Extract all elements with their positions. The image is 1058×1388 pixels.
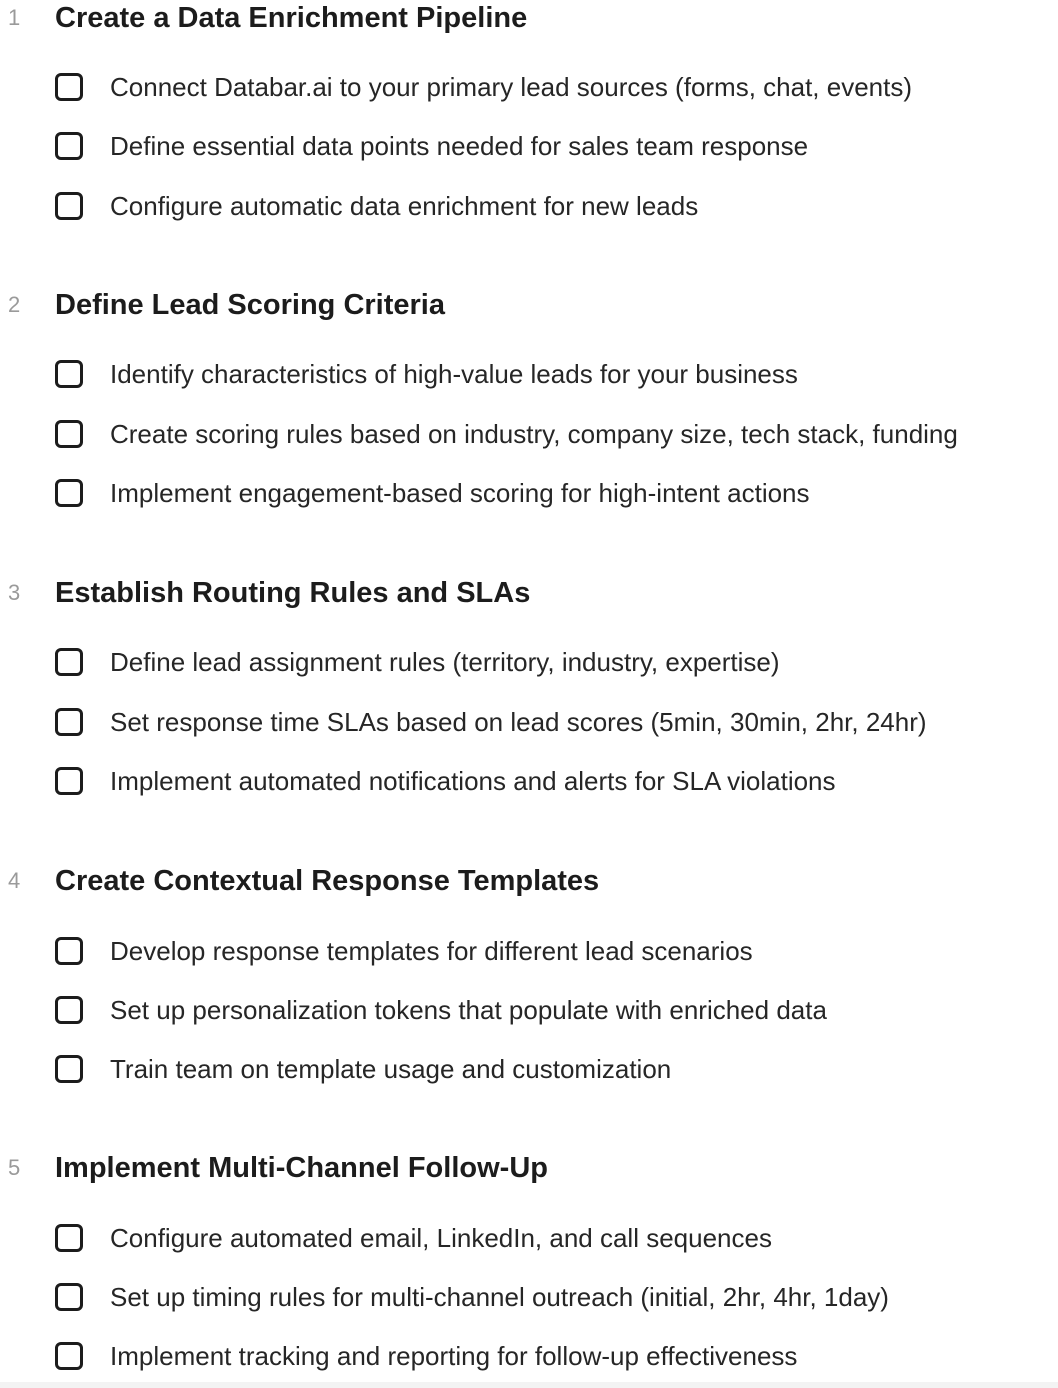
section-header <box>0 1150 1058 1186</box>
task-item[interactable] <box>55 1342 1055 1376</box>
task-item[interactable] <box>55 420 1055 454</box>
task-checkbox[interactable] <box>55 708 83 736</box>
task-item[interactable] <box>55 708 1055 742</box>
task-checkbox[interactable] <box>55 1224 83 1252</box>
task-label: Develop response templates for different lead scenarios <box>110 936 753 966</box>
section-header <box>0 0 1058 36</box>
section-header <box>0 287 1058 323</box>
task-label: Train team on template usage and customization <box>110 1054 672 1084</box>
section-number: 1 <box>8 5 21 30</box>
section-4 <box>0 863 1058 1084</box>
section-title: Create a Data Enrichment Pipeline <box>55 2 528 34</box>
section-header <box>0 575 1058 611</box>
task-checkbox[interactable] <box>55 648 83 676</box>
task-item[interactable] <box>55 132 1055 166</box>
task-checkbox[interactable] <box>55 192 83 220</box>
task-checkbox[interactable] <box>55 420 83 448</box>
section-2 <box>0 287 1058 508</box>
task-label: Connect Databar.ai to your primary lead sources (forms, chat, events) <box>110 72 913 102</box>
section-3 <box>0 575 1058 796</box>
task-label: Implement engagement-based scoring for high-intent actions <box>110 478 810 508</box>
task-item[interactable] <box>55 767 1055 801</box>
section-title: Implement Multi-Channel Follow-Up <box>55 1152 548 1184</box>
task-label: Set up personalization tokens that populate with enriched data <box>110 995 827 1025</box>
task-label: Define essential data points needed for sales team response <box>110 131 809 161</box>
task-item[interactable] <box>55 996 1055 1030</box>
task-checkbox[interactable] <box>55 73 83 101</box>
task-checkbox[interactable] <box>55 1055 83 1083</box>
section-title: Create Contextual Response Templates <box>55 865 600 897</box>
task-item[interactable] <box>55 648 1055 682</box>
bottom-edge <box>0 1382 1058 1388</box>
task-label: Configure automated email, LinkedIn, and call sequences <box>110 1223 772 1253</box>
task-checkbox[interactable] <box>55 479 83 507</box>
task-label: Implement automated notifications and alerts for SLA violations <box>110 766 836 796</box>
section-number: 2 <box>8 292 21 317</box>
section-number: 3 <box>8 580 21 605</box>
task-label: Configure automatic data enrichment for new leads <box>110 191 699 221</box>
task-item[interactable] <box>55 1224 1055 1258</box>
task-item[interactable] <box>55 937 1055 971</box>
task-label: Set response time SLAs based on lead scores (5min, 30min, 2hr, 24hr) <box>110 707 927 737</box>
section-number: 5 <box>8 1155 21 1180</box>
task-checkbox[interactable] <box>55 996 83 1024</box>
section-title: Establish Routing Rules and SLAs <box>55 577 531 609</box>
section-1 <box>0 0 1058 221</box>
task-item[interactable] <box>55 192 1055 226</box>
task-item[interactable] <box>55 1055 1055 1089</box>
section-header <box>0 863 1058 899</box>
task-checkbox[interactable] <box>55 937 83 965</box>
section-title: Define Lead Scoring Criteria <box>55 289 445 321</box>
section-number: 4 <box>8 868 21 893</box>
task-label: Set up timing rules for multi-channel outreach (initial, 2hr, 4hr, 1day) <box>110 1282 889 1312</box>
task-label: Implement tracking and reporting for follow-up effectiveness <box>110 1341 798 1371</box>
task-checkbox[interactable] <box>55 1283 83 1311</box>
task-label: Create scoring rules based on industry, company size, tech stack, funding <box>110 419 958 449</box>
task-label: Define lead assignment rules (territory, industry, expertise) <box>110 647 780 677</box>
task-checkbox[interactable] <box>55 132 83 160</box>
task-label: Identify characteristics of high-value leads for your business <box>110 359 798 389</box>
task-checkbox[interactable] <box>55 1342 83 1370</box>
task-item[interactable] <box>55 73 1055 107</box>
task-checkbox[interactable] <box>55 360 83 388</box>
section-5 <box>0 1150 1058 1371</box>
task-item[interactable] <box>55 1283 1055 1317</box>
task-item[interactable] <box>55 360 1055 394</box>
task-item[interactable] <box>55 479 1055 513</box>
task-checkbox[interactable] <box>55 767 83 795</box>
